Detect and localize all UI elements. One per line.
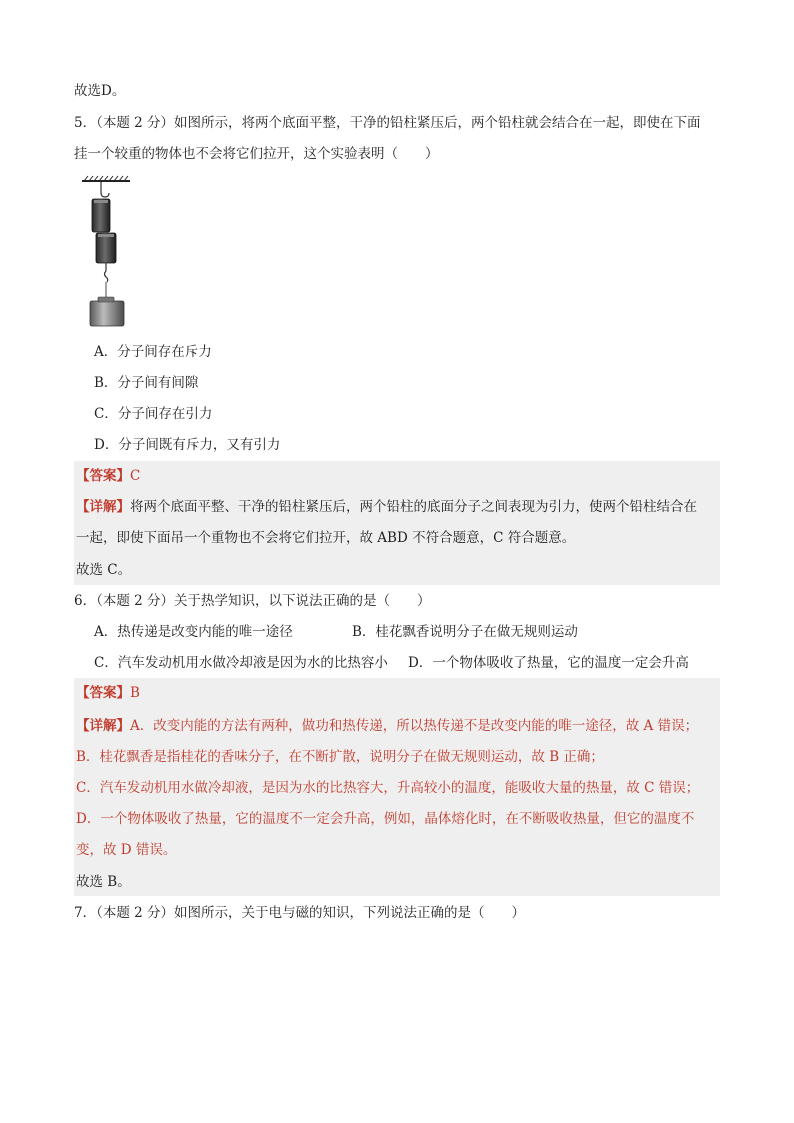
q5-option-a: A．分子间存在斥力 (94, 344, 212, 360)
q6-detail-line3: C．汽车发动机用水做冷却液，是因为水的比热容大，升高较小的温度，能吸收大量的热量，故 C 错误； (76, 780, 700, 796)
q6-answer-tag: 【答案】 (76, 685, 130, 701)
q6-answer-block (74, 678, 720, 896)
q6-answer-line (76, 683, 140, 703)
q5-detail-line2: 一起，即使下面吊一个重物也不会将它们拉开，故 ABD 不符合题意，C 符合题意。 (76, 530, 576, 546)
q6-detail-tag: 【详解】 (76, 718, 130, 734)
q6-detail-line5: 变，故 D 错误。 (76, 842, 177, 858)
q6-conclusion: 故选 B。 (76, 874, 131, 890)
q5-option-d: D．分子间既有斥力，又有引力 (94, 437, 281, 453)
q5-stem-line2: 挂一个较重的物体也不会将它们拉开，这个实验表明（ ） (74, 146, 439, 162)
q5-answer-value: C (130, 468, 141, 484)
q6-detail-text1: A．改变内能的方法有两种，做功和热传递，所以热传递不是改变内能的唯一途径，故 A 错误； (130, 718, 699, 734)
q5-option-c: C．分子间存在引力 (94, 406, 213, 422)
q5-detail-text1: 将两个底面平整、干净的铅柱紧压后，两个铅柱的底面分子之间表现为引力，使两个铅柱结合在 (130, 499, 697, 515)
lead-cylinders-figure (82, 175, 134, 331)
q5-conclusion: 故选 C。 (76, 562, 132, 578)
q6-option-c: C．汽车发动机用水做冷却液是因为水的比热容小 (94, 655, 388, 671)
q6-detail-line2: B．桂花飘香是指桂花的香味分子，在不断扩散，说明分子在做无规则运动，故 B 正确； (76, 749, 604, 765)
q5-answer-line (76, 466, 140, 486)
q6-option-b: B．桂花飘香说明分子在做无规则运动 (352, 624, 578, 640)
q7-stem: 7．（本题 2 分）如图所示，关于电与磁的知识，下列说法正确的是（ ） (74, 905, 526, 921)
q6-option-d: D．一个物体吸收了热量，它的温度一定会升高 (408, 655, 689, 671)
q5-stem-line1: 5．（本题 2 分）如图所示，将两个底面平整，干净的铅柱紧压后，两个铅柱就会结合在一起，即使在下面 (74, 115, 701, 131)
q5-answer-tag: 【答案】 (76, 468, 130, 484)
q5-detail-line1 (76, 497, 697, 517)
q6-detail-line1 (76, 716, 698, 736)
q4-conclusion: 故选D。 (74, 83, 126, 99)
q5-option-b: B．分子间有间隙 (94, 375, 199, 391)
q6-option-a: A．热传递是改变内能的唯一途径 (94, 624, 293, 640)
q5-answer-block (74, 461, 720, 585)
q6-stem: 6．（本题 2 分）关于热学知识，以下说法正确的是（ ） (74, 593, 431, 609)
q6-answer-value: B (130, 685, 140, 701)
q6-detail-line4: D．一个物体吸收了热量，它的温度不一定会升高，例如，晶体熔化时，在不断吸收热量，但它的温度不 (76, 811, 695, 827)
q5-detail-tag: 【详解】 (76, 499, 130, 515)
